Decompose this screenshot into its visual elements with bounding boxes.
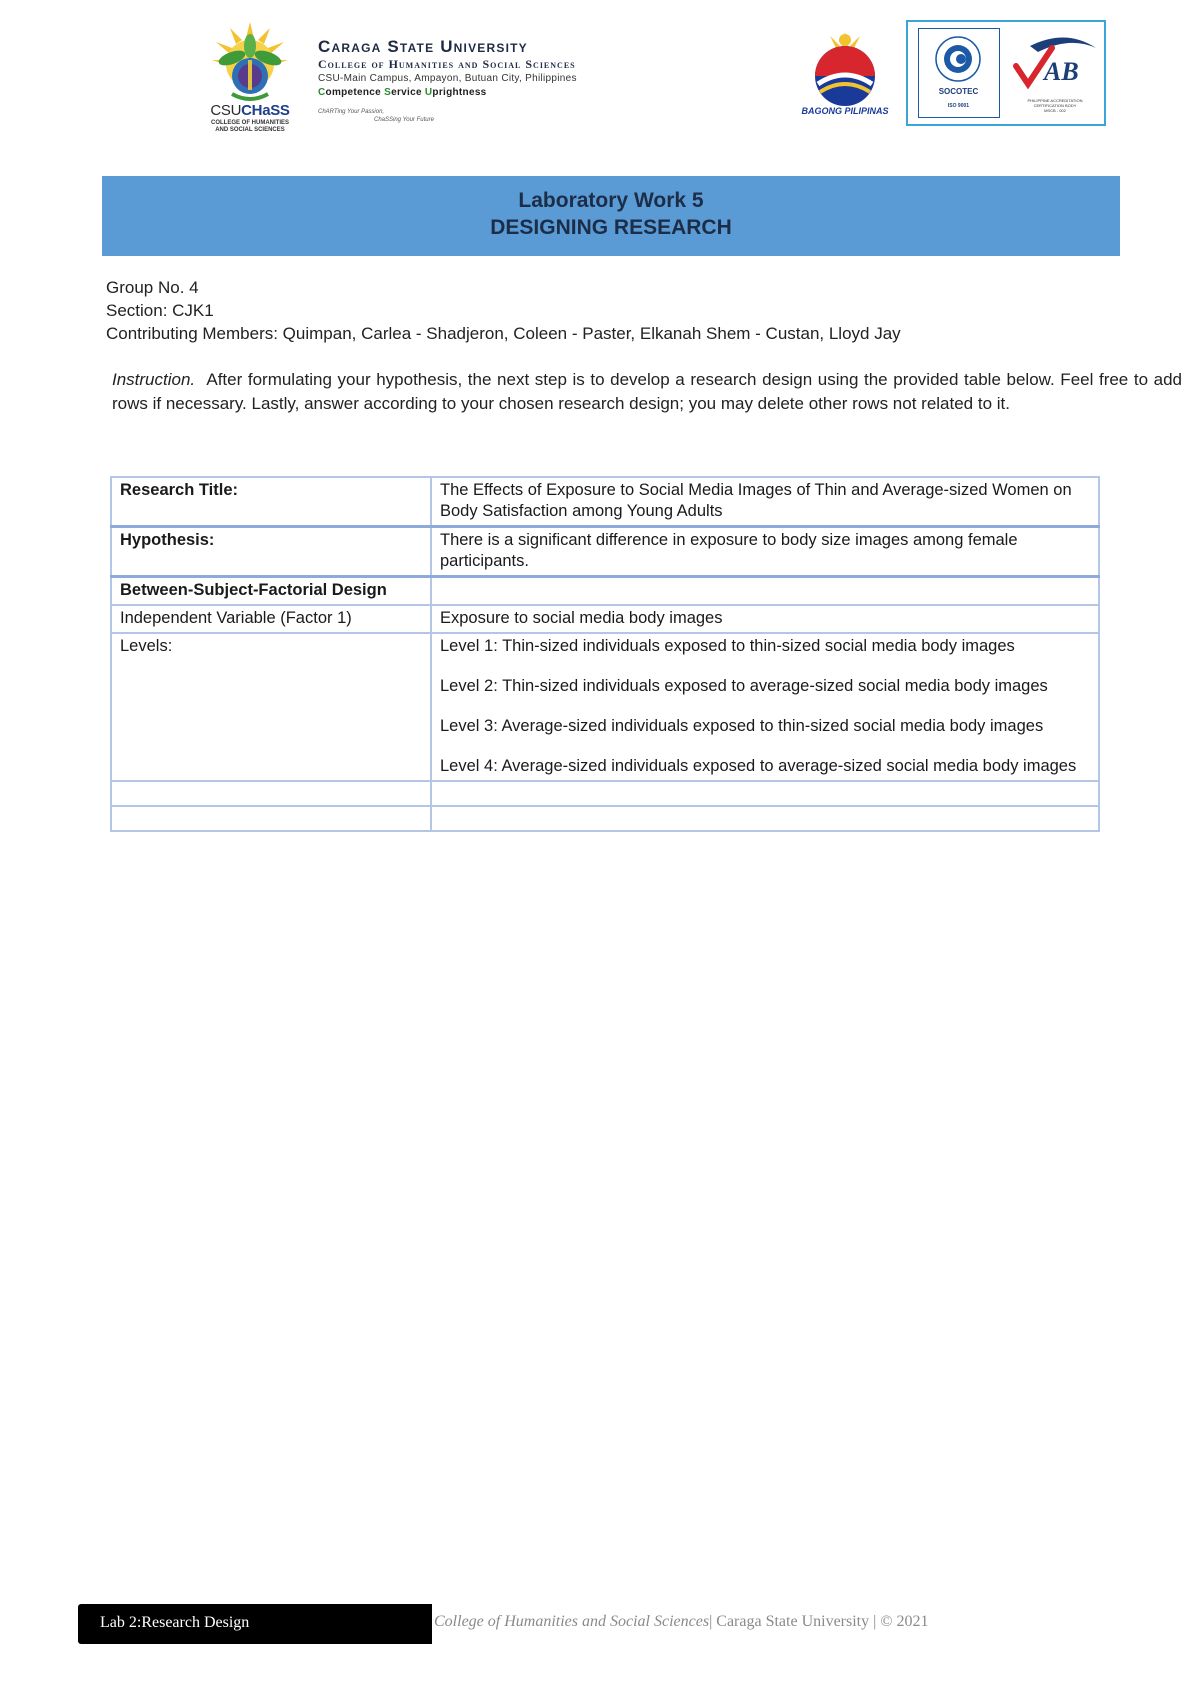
level-item: Level 3: Average-sized individuals exposed to thin-sized social media body images [440,717,1044,735]
research-title-label: Research Title: [111,477,431,527]
research-design-table [110,476,1100,832]
page-footer [78,1604,1118,1644]
university-name: Caraga State University [318,37,528,56]
design-label: Between-Subject-Factorial Design [111,577,431,606]
title-banner [102,176,1120,256]
footer-credit [434,1613,928,1631]
socotec-icon [919,29,998,87]
level-item: Level 1: Thin-sized individuals exposed to thin-sized social media body images [440,637,1015,655]
footer-college: College of Humanities and Social Sciences [434,1613,710,1630]
instruction-paragraph [112,368,1182,415]
group-number: Group No. 4 [106,278,199,297]
pab-badge [1010,28,1100,118]
level-item: Level 4: Average-sized individuals exposed to average-sized social media body images [440,757,1077,775]
college-name: College of Humanities and Social Sciences [318,57,576,71]
instruction-text: After formulating your hypothesis, the next step is to develop a research design using the provided table below. Feel free to add rows if necessary. Lastly, answer according to your chosen research design; you may delete other rows not related to it. [112,370,1183,413]
pab-subtitle: PHILIPPINE ACCREDITATION CERTIFICATION BODY MSCB - 002 [1027,98,1083,113]
hypothesis-label: Hypothesis: [111,527,431,577]
bagong-pilipinas-emblem-icon [790,32,900,106]
empty-cell[interactable] [431,781,1099,806]
socotec-iso: ISO 9001 [947,103,970,109]
iv-value[interactable]: Exposure to social media body images [431,605,1099,633]
table-row-research-title [111,477,1099,527]
bagong-pilipinas-text: BAGONG PILIPINAS [801,106,889,116]
design-value-cell[interactable] [431,577,1099,606]
pab-icon [1010,28,1100,94]
iv-label: Independent Variable (Factor 1) [111,605,431,633]
table-row-hypothesis [111,527,1099,577]
lab-work-subtitle: DESIGNING RESEARCH [490,216,732,239]
chass-emblem-icon [202,20,298,104]
hypothesis-value[interactable]: There is a significant difference in exposure to body size images among female participants. [431,527,1099,577]
document-header [0,0,1200,150]
chass-logo [202,20,298,132]
socotec-badge [918,28,1000,118]
socotec-name: SOCOTEC [938,87,979,96]
footer-label-block [78,1604,432,1644]
research-title-value[interactable]: The Effects of Exposure to Social Media Images of Thin and Average-sized Women on Body Satisfaction among Young Adults [431,477,1099,527]
table-row-empty [111,781,1099,806]
university-motto: Competence Service Uprightness [318,87,487,98]
chass-logo-text: CSUCHaSS [210,102,290,119]
section: Section: CJK1 [106,301,214,320]
instruction-label: Instruction. [112,370,196,389]
certification-badges [906,20,1106,126]
empty-cell[interactable] [431,806,1099,831]
footer-university: | Caraga State University | © 2021 [709,1613,929,1630]
tagline-1: ChARTing Your Passion, [318,109,385,115]
lab-work-title: Laboratory Work 5 [518,189,704,212]
table-row-empty [111,806,1099,831]
levels-value[interactable] [431,633,1099,781]
university-info [318,38,738,124]
contributing-members: Contributing Members: Quimpan, Carlea - Shadjeron, Coleen - Paster, Elkanah Shem - Custan, Lloyd Jay [106,324,901,343]
group-info [106,276,1116,345]
table-row-levels [111,633,1099,781]
empty-cell[interactable] [111,781,431,806]
table-row-independent-variable [111,605,1099,633]
level-item: Level 2: Thin-sized individuals exposed to average-sized social media body images [440,677,1048,695]
empty-cell[interactable] [111,806,431,831]
university-address: CSU-Main Campus, Ampayon, Butuan City, Philippines [318,73,577,84]
tagline-2: ChaSSing Your Future [374,117,434,123]
bagong-pilipinas-logo [790,32,900,118]
pab-letters: AB [1044,57,1079,86]
footer-lab-label: Lab 2:Research Design [100,1614,250,1631]
chass-logo-subtitle: COLLEGE OF HUMANITIES AND SOCIAL SCIENCES [211,120,289,133]
levels-label: Levels: [111,633,431,781]
table-row-design [111,577,1099,606]
